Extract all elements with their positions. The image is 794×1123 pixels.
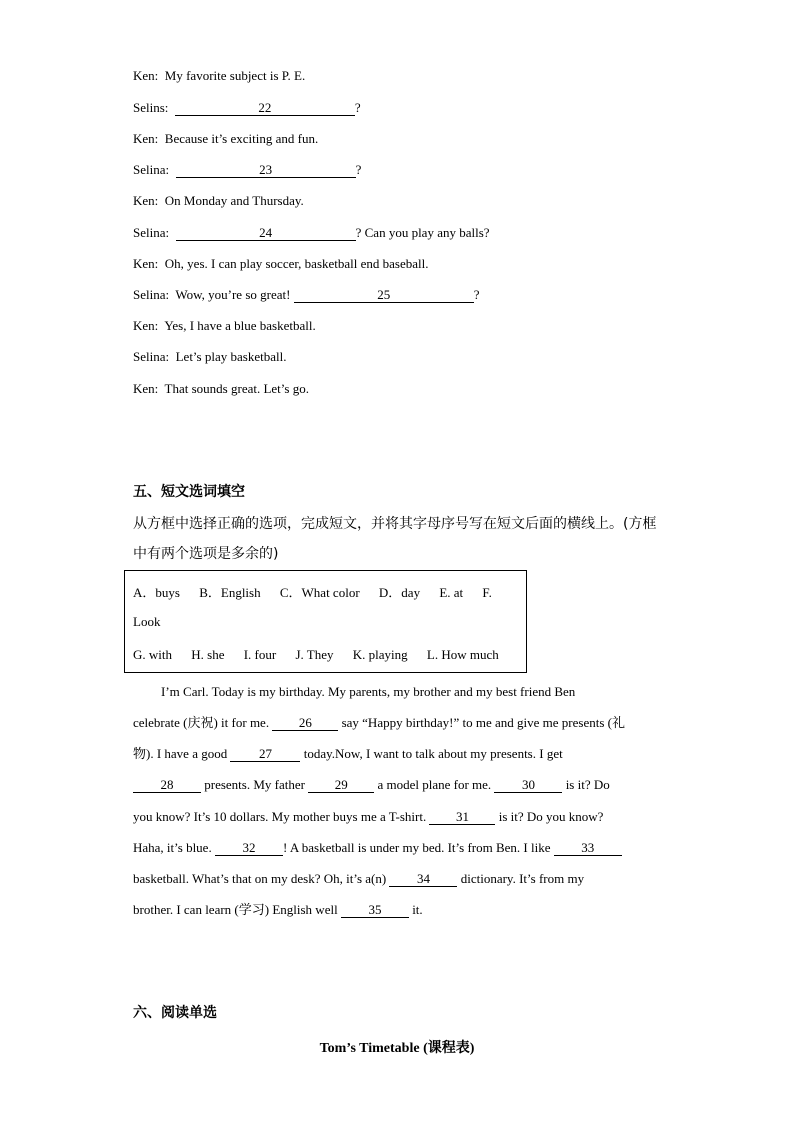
dialogue-text: ? Can you play any balls? — [355, 225, 490, 240]
passage-line-2 — [133, 715, 625, 731]
speaker: Selina: — [133, 287, 170, 302]
dialogue-text: ? — [473, 287, 480, 302]
options-row-3 — [133, 647, 515, 663]
option-l: L. How much — [426, 647, 499, 662]
dialogue-line-7 — [133, 256, 429, 272]
passage-line-3 — [133, 746, 563, 762]
passage-line-7 — [133, 871, 584, 887]
passage-text: today.Now, I want to talk about my presents. I get — [303, 746, 563, 761]
dialogue-line-8 — [133, 287, 479, 303]
blank-22[interactable]: 22 — [175, 101, 355, 116]
option-e: E. at — [439, 585, 464, 600]
dialogue-text: Yes, I have a blue basketball. — [164, 318, 316, 333]
option-c: C．What color — [279, 585, 360, 600]
passage-text: it. — [412, 902, 423, 917]
dialogue-line-10 — [133, 349, 286, 365]
dialogue-line-3 — [133, 131, 318, 147]
speaker: Ken: — [133, 318, 159, 333]
option-g: G. with — [133, 647, 172, 662]
passage-text: ! A basketball is under my bed. It’s from Ben. I like — [282, 840, 551, 855]
blank-25[interactable]: 25 — [294, 288, 474, 303]
blank-26[interactable]: 26 — [272, 716, 338, 731]
dialogue-line-4 — [133, 162, 361, 178]
dialogue-text: Wow, you’re so great! — [175, 287, 291, 302]
dialogue-text: ? — [354, 100, 361, 115]
dialogue-line-5 — [133, 193, 304, 209]
dialogue-line-1 — [133, 68, 305, 84]
section5-instruction-1: 从方框中选择正确的选项，完成短文，并将其字母序号写在短文后面的横线上。(方框 — [133, 516, 657, 532]
speaker: Selina: — [133, 162, 170, 177]
dialogue-text: Oh, yes. I can play soccer, basketball end baseball. — [164, 256, 429, 271]
dialogue-text: Because it’s exciting and fun. — [164, 131, 319, 146]
dialogue-line-11 — [133, 381, 309, 397]
speaker: Ken: — [133, 131, 159, 146]
dialogue-text: Let’s play basketball. — [175, 349, 287, 364]
passage-text: you know? It’s 10 dollars. My mother buys me a T-shirt. — [133, 809, 427, 824]
blank-32[interactable]: 32 — [215, 841, 283, 856]
section6-heading: 六、阅读单选 — [133, 1005, 217, 1021]
passage-line-4 — [133, 777, 610, 793]
passage-line-1: I’m Carl. Today is my birthday. My parents, my brother and my best friend Ben — [161, 684, 576, 699]
speaker: Ken: — [133, 381, 159, 396]
option-i: I. four — [243, 647, 277, 662]
option-a: A．buys — [133, 585, 180, 600]
speaker: Ken: — [133, 256, 159, 271]
blank-31[interactable]: 31 — [429, 810, 495, 825]
dialogue-text: ? — [355, 162, 362, 177]
passage-line-8 — [133, 902, 423, 918]
option-h: H. she — [191, 647, 225, 662]
dialogue-line-6 — [133, 225, 490, 241]
blank-33[interactable]: 33 — [554, 841, 622, 856]
blank-28[interactable]: 28 — [133, 778, 201, 793]
section5-instruction-2: 中有两个选项是多余的) — [133, 546, 279, 562]
option-d: D．day — [378, 585, 421, 600]
passage-text: dictionary. It’s from my — [460, 871, 585, 886]
speaker: Selins: — [133, 100, 169, 115]
passage-text: is it? Do you know? — [498, 809, 604, 824]
blank-34[interactable]: 34 — [389, 872, 457, 887]
options-row-2 — [133, 614, 160, 630]
speaker: Ken: — [133, 68, 159, 83]
option-f: F. — [482, 585, 492, 600]
section5-heading: 五、短文选词填空 — [133, 484, 245, 500]
option-k: K. playing — [352, 647, 408, 662]
passage-line-5 — [133, 809, 603, 825]
blank-30[interactable]: 30 — [494, 778, 562, 793]
speaker: Ken: — [133, 193, 159, 208]
blank-27[interactable]: 27 — [230, 747, 300, 762]
option-f-word: Look — [133, 614, 161, 629]
passage-text: basketball. What’s that on my desk? Oh, it’s a(n) — [133, 871, 387, 886]
timetable-title: Tom’s Timetable (课程表) — [319, 1041, 475, 1056]
blank-35[interactable]: 35 — [341, 903, 409, 918]
passage-text: say “Happy birthday!” to me and give me presents (礼 — [341, 715, 625, 730]
passage-text: brother. I can learn (学习) English well — [133, 902, 338, 917]
dialogue-text: My favorite subject is P. E. — [164, 68, 306, 83]
blank-23[interactable]: 23 — [176, 163, 356, 178]
option-b: B．English — [199, 585, 261, 600]
dialogue-text: That sounds great. Let’s go. — [164, 381, 309, 396]
passage-text: celebrate (庆祝) it for me. — [133, 715, 270, 730]
passage-line-6 — [133, 840, 622, 856]
dialogue-line-9 — [133, 318, 316, 334]
passage-text: 物). I have a good — [133, 746, 228, 761]
passage-text: presents. My father — [204, 777, 305, 792]
dialogue-text: On Monday and Thursday. — [164, 193, 304, 208]
passage-text: is it? Do — [565, 777, 610, 792]
options-row-1 — [133, 585, 508, 601]
dialogue-line-2 — [133, 100, 361, 116]
speaker: Selina: — [133, 225, 170, 240]
options-box — [124, 570, 527, 673]
blank-24[interactable]: 24 — [176, 226, 356, 241]
option-j: J. They — [295, 647, 334, 662]
speaker: Selina: — [133, 349, 170, 364]
passage-text: a model plane for me. — [377, 777, 492, 792]
passage-text: Haha, it’s blue. — [133, 840, 212, 855]
blank-29[interactable]: 29 — [308, 778, 374, 793]
